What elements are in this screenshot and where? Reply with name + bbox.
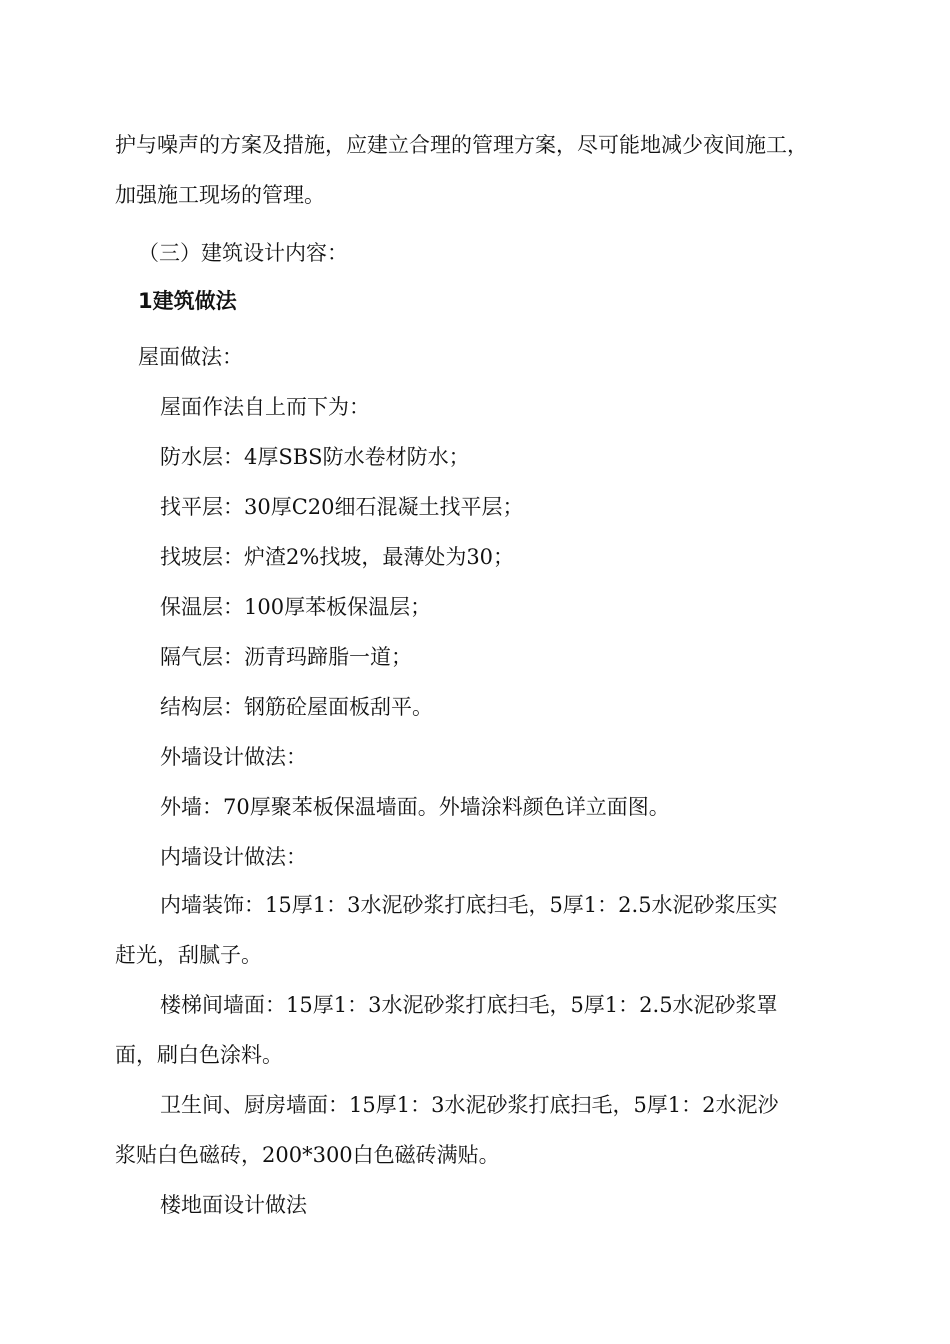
section-heading: （三）建筑设计内容： <box>138 241 348 265</box>
list-item: 保温层：100厚苯板保温层； <box>160 595 432 619</box>
paragraph-line: 内墙装饰：15厚1：3水泥砂浆打底扫毛，5厚1：2.5水泥砂浆压实 <box>160 893 778 917</box>
subsection-heading: 1建筑做法 <box>138 289 237 313</box>
list-item: 找平层：30厚C20细石混凝土找平层； <box>160 495 524 519</box>
item-heading: 内墙设计做法： <box>160 845 307 869</box>
paragraph-line: 面，刷白色涂料。 <box>115 1043 283 1067</box>
paragraph-line: 屋面作法自上而下为： <box>160 395 370 419</box>
list-item: 防水层：4厚SBS防水卷材防水； <box>160 445 470 469</box>
item-heading: 楼地面设计做法 <box>160 1193 307 1217</box>
paragraph-line: 赶光，刮腻子。 <box>115 943 262 967</box>
item-heading: 外墙设计做法： <box>160 745 307 769</box>
paragraph-line: 加强施工现场的管理。 <box>115 183 325 207</box>
paragraph-line: 护与噪声的方案及措施，应建立合理的管理方案，尽可能地减少夜间施工， <box>115 133 808 157</box>
paragraph-line: 楼梯间墙面：15厚1：3水泥砂浆打底扫毛，5厚1：2.5水泥砂浆罩 <box>160 993 778 1017</box>
list-item: 结构层：钢筋砼屋面板刮平。 <box>160 695 433 719</box>
item-heading: 屋面做法： <box>138 345 243 369</box>
paragraph-line: 卫生间、厨房墙面：15厚1：3水泥砂浆打底扫毛，5厚1：2水泥沙 <box>160 1093 779 1117</box>
paragraph-line: 外墙：70厚聚苯板保温墙面。外墙涂料颜色详立面图。 <box>160 795 670 819</box>
list-item: 隔气层：沥青玛蹄脂一道； <box>160 645 412 669</box>
list-item: 找坡层：炉渣2%找坡，最薄处为30； <box>160 545 515 569</box>
paragraph-line: 浆贴白色磁砖，200*300白色磁砖满贴。 <box>115 1143 500 1167</box>
